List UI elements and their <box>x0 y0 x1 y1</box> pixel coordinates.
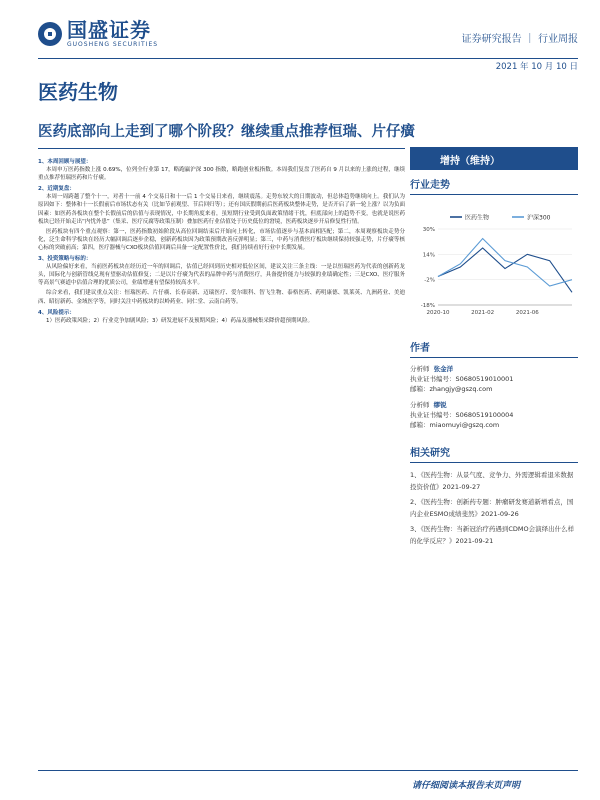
sidebar <box>410 176 578 550</box>
analyst-label: 分析师 <box>410 401 430 409</box>
trend-title: 行业走势 <box>410 176 578 195</box>
trend-chart-svg <box>410 209 578 325</box>
y-tick-label: -2% <box>424 277 435 284</box>
analyst-email[interactable]: 邮箱：miaomuyi@gszq.com <box>410 421 500 429</box>
report-date: 2021 年 10 月 10 日 <box>495 62 578 72</box>
paragraph: 1）医药政策风险；2）行业竞争加剧风险；3）研发进展不及预期风险；4）药品及器械集采降价超预期风险。 <box>46 317 314 324</box>
analyst-email[interactable]: 邮箱：zhangjy@gszq.com <box>410 385 493 393</box>
y-tick-label: 14% <box>422 252 435 259</box>
section-heading: 2、近期复盘： <box>38 186 75 193</box>
related-item[interactable]: 1、《医药生物：从景气度、竞争力、外需逻辑看退米数据投资价值》2021-09-27 <box>410 471 574 491</box>
company-name-en: GUOSHENG SECURITIES <box>67 41 159 48</box>
related-list <box>410 469 578 547</box>
rating-label: 增持（维持） <box>440 156 500 167</box>
analyst-1 <box>410 364 578 394</box>
author-title: 作者 <box>410 339 578 358</box>
paragraph: 本周一周跨越了整个十一，对者十一前 4 个交易日和十一后 1 个交易日来看，继续震荡。走势东较大的日期波动，但总体趋势继续向上。我们认为原因如下：整体和十一长假前后市场状态有关（比如节前观望、节后回归等）；还有国庆假期前后医药板块整体走势，是否开启了新一轮上涨？以为负面因素：如医药各板块在整个长假前后的估值与表现情况，中长期角度来看，虽短期行业受到负面政策情绪干扰，但底部向上的趋势不变，也就是说医药板块已经开始走出“内忧外患”（集采、医疗反腐等政策压制）叠加医药行业估值处于历史低位的窘境，医药板块逐步开启修复性行情。 <box>38 194 405 225</box>
legend-label: 医药生物 <box>465 214 490 222</box>
body-divider <box>38 148 405 149</box>
section-heading: 3、投资策略与标的： <box>38 256 92 263</box>
header-divider <box>38 58 578 59</box>
analyst-name: 张金洋 <box>433 365 454 373</box>
related-item[interactable]: 3、《医药生物：当新冠治疗药遇到CDMO会演绎出什么样的化学反应？》2021-09-21 <box>410 525 575 545</box>
section-heading: 4、风险提示： <box>38 309 75 316</box>
series-line-2 <box>438 239 572 287</box>
company-name-cn: 国盛证券 <box>67 18 151 42</box>
analyst-name: 缪锐 <box>433 401 447 409</box>
company-logo <box>38 20 158 48</box>
analyst-cert: 执业证书编号：S0680519010001 <box>410 375 514 383</box>
paragraph: 从风险偏好来看，当前医药板块在经历近一年的回调后，估值已经回到历史相对低位区间，建议关注三条主线：一是以恒瑞医药为代表的创新药龙头，国际化与创新管线兑现有望驱动估值修复；二是以片仔癀为代表的品牌中药与消费医疗，具备提价能力与较强的业绩确定性；三是CXO、医疗服务等高景气赛道中估值合理的优质公司，业绩增速有望保持较高水平。 <box>38 264 405 287</box>
related-item[interactable]: 2、《医药生物：创新药专题：肿瘤研发赛道新增看点，国内企业ESMO成绩斐然》2021-09-26 <box>410 498 574 518</box>
page-header <box>38 18 578 72</box>
trend-chart <box>410 209 578 325</box>
report-body <box>38 155 405 327</box>
y-tick-label: -18% <box>420 303 435 309</box>
x-tick-label: 2021-02 <box>471 310 495 316</box>
footer-note: 请仔细阅读本报告末页声明 <box>411 781 520 791</box>
x-tick-label: 2021-06 <box>515 310 539 316</box>
paragraph: 本周申万医药指数上涨 0.69%，位列全行业第 17，略跑赢沪深 300 指数，略跑创业板指数。本周我们复盘了医药自 9 月以来的上涨的过程，继续重点推荐恒瑞医药和片仔癀。 <box>38 167 405 182</box>
logo-icon <box>38 22 62 46</box>
analyst-2 <box>410 400 578 430</box>
y-tick-label: 30% <box>422 227 435 233</box>
analyst-label: 分析师 <box>410 365 430 373</box>
sector-title: 医药生物 <box>38 80 118 104</box>
analyst-cert: 执业证书编号：S0680519100004 <box>410 411 514 419</box>
legend-label: 沪深300 <box>527 214 551 222</box>
footer-divider <box>38 770 578 771</box>
related-title: 相关研究 <box>410 444 578 463</box>
report-type: 证券研究报告 ｜ 行业周报 <box>461 34 578 45</box>
section-heading: 1、本周回顾与展望： <box>38 159 92 165</box>
paragraph: 医药板块有四个重点观察：第一，医药指数初始阶段从高位回调结束后开始向上转化，市场估值逐步与基本面相匹配；第二，本周观察板块走势分化，泛生命科学板块在经历大幅回调后逐步企稳，创新药板块因为政策预期改善反弹明显；第三，中药与消费医疗板块继续保持较强走势，片仔癀等核心标的突破前高；第四，医疗器械与CXO板块估值回调后具备一定配置性价比，我们持续看好行业中长期发展。 <box>38 228 405 251</box>
paragraph: 综合来看，我们建议重点关注：恒瑞医药、片仔癀、长春高新、迈瑞医疗、爱尔眼科、智飞生物、泰格医药、药明康德、凯莱英、九洲药业、美迪西、昭衍新药、金域医学等，同时关注中药板块的以岭药业、同仁堂、云南白药等。 <box>38 290 405 305</box>
x-tick-label: 2020-10 <box>426 310 450 316</box>
report-headline: 医药底部向上走到了哪个阶段？继续重点推荐恒瑞、片仔癀 <box>38 124 415 140</box>
